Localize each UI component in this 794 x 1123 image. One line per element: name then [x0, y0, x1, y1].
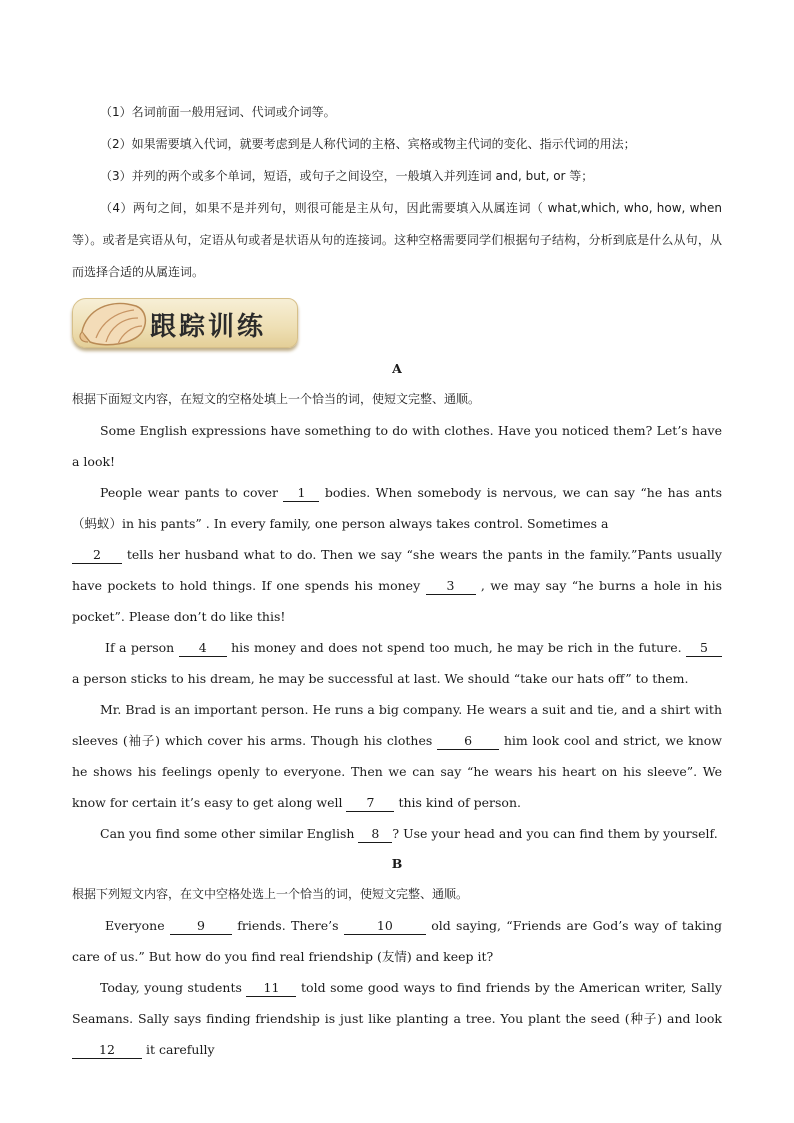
passage-a-paragraph-2: [72, 477, 722, 539]
banner-title: 跟踪训练: [150, 312, 267, 342]
passage-a-paragraph-4: [72, 632, 722, 694]
passage-a-paragraph-5: [72, 694, 722, 818]
section-a-label: A: [392, 361, 402, 376]
passage-text: ? Use your head and you can find them by yourself.: [392, 826, 718, 841]
passage-text: his money and does not spend too much, he may be rich in the future.: [226, 640, 687, 655]
passage-text: bodies. When somebody is nervous, we can say “he has ants （蚂蚁）in his pants” . In every family, one person always takes control. Sometimes a: [72, 485, 722, 531]
tip-2: （2）如果需要填入代词，就要考虑到是人称代词的主格、宾格或物主代词的变化、指示代词的用法；: [100, 137, 636, 151]
blank-7[interactable]: 7: [346, 795, 394, 812]
passage-text: , we may say “he burns a hole in his pocket”. Please don’t do like this!: [72, 578, 722, 624]
blank-11[interactable]: 11: [246, 980, 296, 997]
blank-1[interactable]: 1: [283, 485, 319, 502]
tip-4: （4）两句之间，如果不是并列句，则很可能是主从句，因此需要填入从属连词（ what,which, who, how, when 等）。或者是宾语从句，定语从句或者是状语从句的连接词。这种空格需要同学们根据句子结构，分析到底是什么从句，从而选择合适的从属连词。: [72, 201, 722, 279]
passage-a-paragraph-6: [72, 818, 722, 849]
section-b-label: B: [391, 856, 403, 871]
passage-text: Mr. Brad is an important person. He runs a big company. He wears a suit and tie, and a shirt with sleeves (袖子) which cover his arms. Though his clothes: [72, 702, 722, 748]
passage-a-paragraph-1: [72, 415, 722, 477]
document-page: [72, 96, 722, 1065]
blank-10[interactable]: 10: [344, 918, 426, 935]
passage-text: Today, young students: [100, 980, 247, 995]
passage-text: it carefully: [142, 1042, 215, 1057]
blank-9[interactable]: 9: [170, 918, 232, 935]
passage-text: People wear pants to cover: [100, 485, 284, 500]
passage-text: tells her husband what to do. Then we say “she wears the pants in the family.”Pants usually have pockets to hold things. If one spends his money: [72, 547, 722, 593]
passage-text: a person sticks to his dream, he may be successful at last. We should “take our hats off” to them.: [72, 671, 689, 686]
tip-1: （1）名词前面一般用冠词、代词或介词等。: [100, 105, 336, 119]
passage-text: him look cool and strict, we know he shows his feelings openly to everyone. Then we can say “he wears his heart on his sleeve”. We know for certain it’s easy to get along well: [72, 733, 722, 810]
tip-3: （3）并列的两个或多个单词，短语，或句子之间设空，一般填入并列连词 and, but, or 等；: [100, 169, 594, 183]
passage-b-paragraph-2: [72, 972, 722, 1065]
blank-2[interactable]: 2: [72, 547, 122, 564]
section-a-instruction: 根据下面短文内容，在短文的空格处填上一个恰当的词，使短文完整、通顺。: [72, 392, 481, 406]
blank-6[interactable]: 6: [437, 733, 499, 750]
passage-text: told some good ways to find friends by the American writer, Sally Seamans. Sally says finding friendship is just like planting a tree. You plant the seed (种子) and look: [72, 980, 722, 1026]
section-b-instruction: 根据下列短文内容，在文中空格处选上一个恰当的词，使短文完整、通顺。: [72, 887, 469, 901]
passage-b-paragraph-1: [72, 910, 722, 972]
blank-4[interactable]: 4: [179, 640, 227, 657]
passage-text: friends. There’s: [231, 918, 344, 933]
passage-text: Everyone: [105, 918, 170, 933]
blank-3[interactable]: 3: [426, 578, 476, 595]
passage-text: Some English expressions have something to do with clothes. Have you noticed them? Let’s have a look!: [72, 423, 722, 469]
tips-list: [72, 96, 722, 288]
section-banner: [72, 292, 722, 354]
blank-12[interactable]: 12: [72, 1042, 142, 1059]
passage-text: old saying, “Friends are God’s way of taking care of us.” But how do you find real friendship (友情) and keep it?: [72, 918, 723, 964]
conch-shell-icon: [76, 292, 152, 354]
blank-5[interactable]: 5: [686, 640, 722, 657]
passage-text: Can you find some other similar English: [100, 826, 359, 841]
passage-text: If a person: [105, 640, 179, 655]
passage-a-paragraph-3: [72, 539, 722, 632]
blank-8[interactable]: 8: [358, 826, 392, 843]
passage-text: this kind of person.: [394, 795, 521, 810]
